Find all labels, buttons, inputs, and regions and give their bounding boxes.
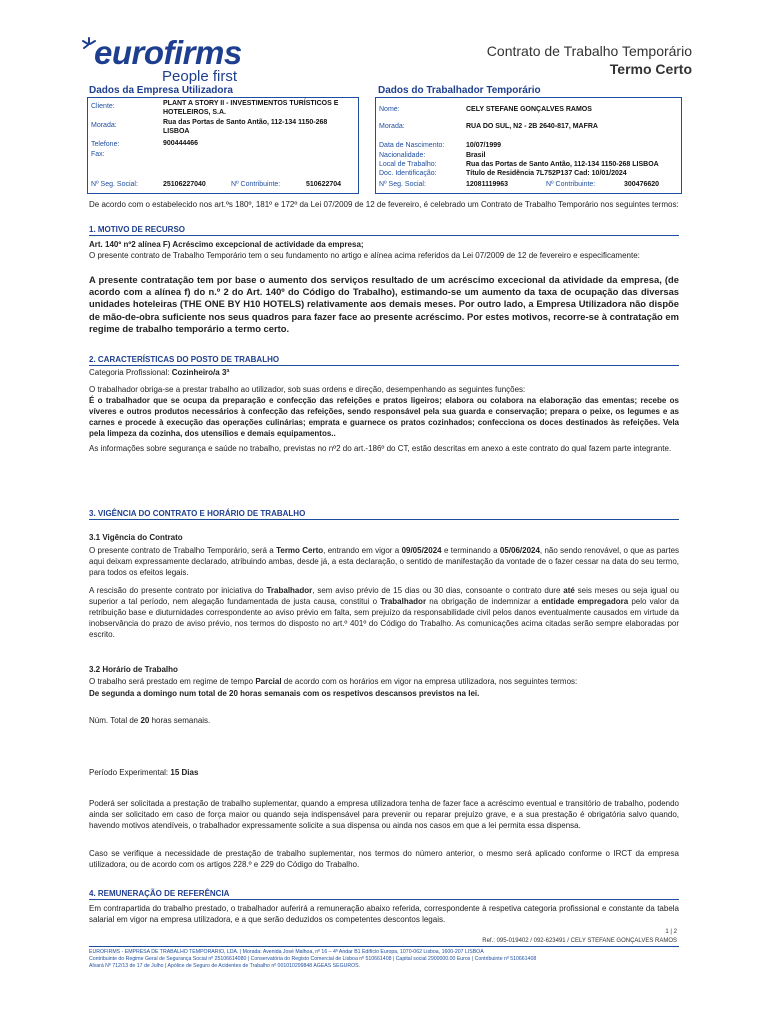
empresa-box [87, 97, 359, 194]
section-1-justification: A presente contratação tem por base o aumento dos serviços resultado de um acréscimo excecional da atividade da empresa, (de acordo com a alínea f) do n.º 2 do Art. 140º do Código do Trabalho), estimando-se um aumento da taxa de ocupação das diversas unidades hoteleiras (THE ONE BY H10 HOTELS) relativamente aos demais meses. Por outro lado, a Empresa Utilizadora não dispõe de mão-de-obra suficiente nos seus quadros para fazer face ao presente acréscimo. Por estes motivos, recorre-se à contratação em regime de trabalho temporário a termo certo. [89, 274, 679, 334]
brand-tagline: People first [162, 68, 238, 85]
contrib-value: 300476620 [624, 181, 660, 188]
horario-a: O trabalho será prestado em regime de tempo [89, 677, 256, 686]
contrib-label: Nº Contribuinte: [546, 181, 596, 188]
vigencia-type: Termo Certo [276, 546, 324, 555]
contrib-value: 510622704 [306, 181, 342, 188]
rescisao-g: na obrigação de indemnizar a [426, 597, 542, 606]
seg-value: 12081119963 [466, 181, 509, 188]
morada-label: Morada: [91, 122, 117, 129]
vigencia-text-d: e terminando a [441, 546, 500, 555]
nascimento-label: Data de Nascimento: [379, 142, 445, 149]
vigencia-text-e: , não sendo renovável, o que as partes aqui deixam expressamente declarado, atribuindo ambas, desde já, a esta declaração, o sentido de manifestação da vontade de o fazer cessar na data do seu termo, para todos os efeitos legais. [89, 546, 680, 577]
telefone-value: 900444466 [163, 140, 199, 147]
page-number: 1 | 2 [665, 929, 677, 935]
rescisao-i: pelo valor da retribuição base e diuturnidades correspondente ao aviso prévio em falta, sem prejuízo da responsabilidade civil pelos danos eventualmente causados em virtude da inobservância do prazo de aviso prévio, nos termos do disposto no art.º 401º do Código do Trabalho. As comunicações acima citadas serão sempre elaboradas por escrito. [89, 597, 679, 639]
categoria-value: Cozinheiro/a 3ª [171, 368, 230, 377]
horario-regime: Parcial [255, 677, 282, 686]
section-4-title: 4. REMUNERAÇÃO DE REFERÊNCIA [89, 889, 679, 900]
rescisao-paragraph [89, 585, 679, 640]
rescisao-c: , sem aviso prévio de 15 dias ou 30 dias, consoante o contrato dure [312, 586, 564, 595]
title-line-1: Contrato de Trabalho Temporário [486, 43, 692, 59]
horario-paragraph [89, 676, 679, 687]
trial-label: Período Experimental: [89, 768, 171, 777]
nacionalidade-value: Brasil [466, 152, 486, 159]
rescisao-d: até [563, 586, 575, 595]
reference-line: Ref.: 095-019402 / 092-623491 / CELY STEFANE GONÇALVES RAMOS [482, 938, 677, 944]
trial-line [89, 767, 679, 778]
vigencia-paragraph [89, 545, 679, 578]
morada-label: Morada: [379, 123, 405, 130]
section-1-paragraph: O presente contrato de Trabalho Temporário tem o seu fundamento no artigo e alínea acima referidos da Lei 07/2009 de 12 de fevereiro e especificamente: [89, 251, 640, 260]
horario-c: de acordo com os horários em vigor na empresa utilizadora, nos seguintes termos: [281, 677, 578, 686]
trabalhador-heading: Dados do Trabalhador Temporário [378, 85, 541, 96]
section-3-title: 3. VIGÊNCIA DO CONTRATO E HORÁRIO DE TRABALHO [89, 509, 679, 520]
section-1-article: Art. 140º nº2 alínea F) Acréscimo excepcional de actividade da empresa; [89, 240, 364, 249]
rescisao-f: Trabalhador [380, 597, 427, 606]
footer-company: EUROFIRMS - EMPRESA DE TRABALHO TEMPORÁRIO, LDA. | Morada: Avenida José Malhoa, nº 16 – 4º Andar B1 Edifício Europa, 1070-062 Lisboa, 1600-207 LISBOA [89, 949, 484, 955]
nome-value: CELY STEFANE GONÇALVES RAMOS [466, 106, 592, 113]
fax-label: Fax: [91, 151, 105, 158]
rescisao-h: entidade empregadora [541, 597, 629, 606]
cliente-label: Cliente: [91, 103, 115, 110]
seg-label: Nº Seg. Social: [379, 181, 426, 188]
section-2-paragraph: O trabalhador obriga-se a prestar trabalho ao utilizador, sob suas ordens e direção, desempenhando as seguintes funções: [89, 385, 526, 394]
overtime-irct-paragraph: Caso se verifique a necessidade de prestação de trabalho suplementar, nos termos do número anterior, o mesmo será aplicado conforme o IRCT da empresa utilizadora, ou de acordo com os artigos 228.º e 229 do Código do Trabalho. [89, 849, 679, 869]
start-date: 09/05/2024 [401, 546, 442, 555]
hours-label: Núm. Total de [89, 716, 141, 725]
doc-value: Título de Residência 7L752P137 Cad: 10/01/2024 [466, 170, 627, 177]
footer-license: Alvará Nº 712/13 de 17 de Julho | Apólice de Seguro de Acidentes de Trabalho nº 001010299848 AGEAS SEGUROS. [89, 963, 361, 969]
section-1-title: 1. MOTIVO DE RECURSO [89, 225, 679, 236]
section-4-paragraph: Em contrapartida do trabalho prestado, o trabalhador auferirá a remuneração abaixo referida, correspondente à respetiva categoria profissional e constante da tabela salarial em vigor na empresa utilizadora, e a que serão deduzidos os competentes descontos legais. [89, 904, 679, 924]
vigencia-text-a: O presente contrato de Trabalho Temporário, será a [89, 546, 277, 555]
empresa-heading: Dados da Empresa Utilizadora [89, 85, 233, 96]
brand-name: eurofirms [94, 34, 242, 71]
rescisao-a: A rescisão do presente contrato por iniciativa do [89, 586, 267, 595]
telefone-label: Telefone: [91, 141, 120, 148]
hours-value: 20 [140, 716, 150, 725]
rescisao-b: Trabalhador [266, 586, 313, 595]
local-label: Local de Trabalho: [379, 161, 437, 168]
contrib-label: Nº Contribuinte: [231, 181, 281, 188]
vigencia-text-c: , entrando em vigor a [323, 546, 402, 555]
hours-suffix: horas semanais. [149, 716, 211, 725]
trabalhador-box [375, 97, 682, 194]
morada-value: Rua das Portas de Santo Antão, 112-134 1150-268 LISBOA [163, 119, 328, 135]
nascimento-value: 10/07/1999 [466, 142, 502, 149]
document-title [487, 42, 692, 78]
seg-label: Nº Seg. Social: [91, 181, 138, 188]
section-2-safety: As informações sobre segurança e saúde no trabalho, previstas no nº2 do art.-186º do CT, estão descritas em anexo a este contrato do qual fazem parte integrante. [89, 444, 672, 453]
footer-registration: Contribuinte do Regime Geral de Segurança Social nº 25106614080 | Conservatória do Registo Comercial de Lisboa nº 510661408 | Capital social 2900000.00 Euros | Contribuinte nº 510661408 [89, 956, 537, 962]
local-value: Rua das Portas de Santo Antão, 112-134 1150-268 LISBOA [466, 161, 659, 168]
footer-divider [89, 946, 679, 947]
seg-value: 25106227040 [163, 181, 206, 188]
overtime-paragraph: Poderá ser solicitada a prestação de trabalho suplementar, quando a empresa utilizadora tenha de fazer face a acréscimo eventual e transitório de trabalho, podendo ainda ser solicitado em caso de força maior ou quando seja indispensável para prevenir ou reparar prejuízo grave, e a sua prestação é obrigatória salvo quando, havendo motivos atendíveis, o trabalhador expressamente solicite a sua dispensa ou ainda nos casos em que a lei permita essa dispensa. [89, 799, 679, 830]
section-2-functions: É o trabalhador que se ocupa da preparação e confecção das refeições e pratos ligeiros; elabora ou colabora na elaboração das ementas; recebe os víveres e outros produtos necessários à confecção das refeições, sendo responsável pela sua guarda e conservação; prepara o peixe, os legumes e as carnes e procede à execução das operações culinárias; emprata e guarnece os pratos cozinhados; confecciona os doces destinados às refeições. Vela pela limpeza da cozinha, dos utensílios e demais equipamentos.. [89, 396, 679, 438]
nome-label: Nome: [379, 106, 400, 113]
section-2-title: 2. CARACTERÍSTICAS DO POSTO DE TRABALHO [89, 355, 679, 366]
title-line-2: Termo Certo [609, 61, 692, 77]
rescisao-e: seis meses ou seja igual ou superior a tal período, nem alegação fundamentada de justa causa, constitui o [89, 586, 680, 606]
trial-value: 15 Dias [170, 768, 199, 777]
hours-line [89, 715, 679, 726]
intro-text: De acordo com o estabelecido nos art.ºs 180º, 181º e 172º da Lei 07/2009 de 12 de fevereiro, é celebrado um Contrato de Trabalho Temporário nos seguintes termos: [89, 200, 679, 209]
nacionalidade-label: Nacionalidade: [379, 152, 426, 159]
subsection-3-2-title: 3.2 Horário de Trabalho [89, 665, 178, 674]
categoria-label: Categoria Profissional: [89, 368, 172, 377]
doc-label: Doc. Identificação: [379, 170, 437, 177]
end-date: 05/06/2024 [499, 546, 540, 555]
cliente-value: PLANT A STORY II - INVESTIMENTOS TURÍSTICOS E HOTELEIROS, S.A. [163, 100, 339, 116]
categoria-line [89, 367, 679, 378]
horario-schedule: De segunda a domingo num total de 20 horas semanais com os respetivos descansos previstos na lei. [89, 689, 480, 698]
morada-value: RUA DO SUL, N2 - 2B 2640-817, MAFRA [466, 123, 598, 130]
subsection-3-1-title: 3.1 Vigência do Contrato [89, 533, 183, 542]
